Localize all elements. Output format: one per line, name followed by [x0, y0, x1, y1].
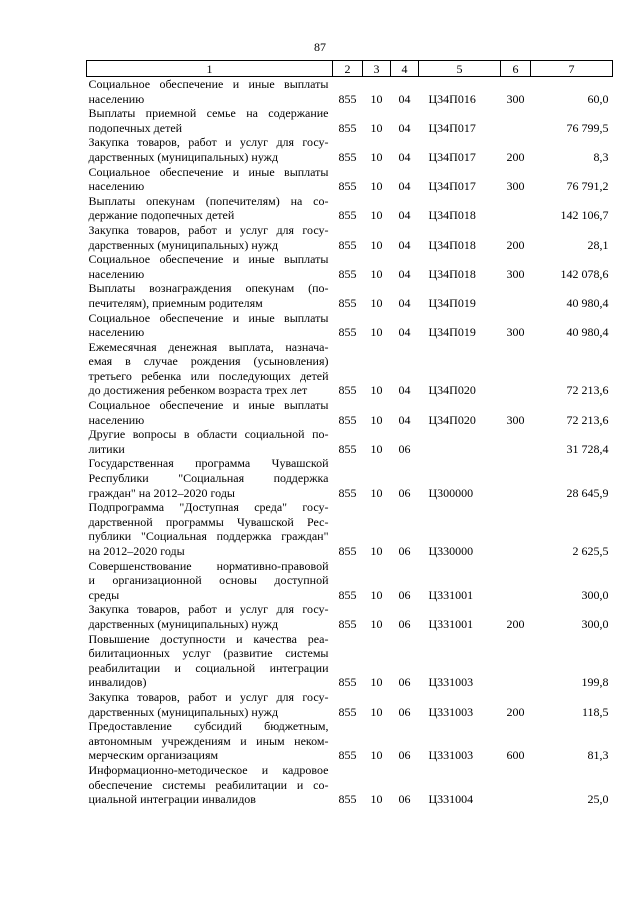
cell-glava: 855 — [338, 179, 357, 194]
row-name-line: Другие вопросы в области социальной по- — [88, 427, 329, 442]
table-row — [87, 559, 613, 603]
cell-vr: 200 — [506, 237, 525, 252]
column-header-3: 3 — [363, 61, 391, 77]
cell-glava: 855 — [338, 383, 357, 398]
row-name-line: Закупка товаров, работ и услуг для госу- — [88, 222, 329, 237]
cell-vr: 200 — [506, 616, 525, 631]
row-name — [87, 427, 333, 456]
table-row — [87, 311, 613, 340]
row-name-line: Ежемесячная денежная выплата, назнача- — [88, 339, 329, 354]
table-row — [87, 602, 613, 631]
row-name-line: Социальное обеспечение и иные выплаты — [88, 310, 329, 325]
header-row — [87, 61, 613, 77]
cell-razdel: 10 — [370, 616, 383, 631]
row-name — [87, 602, 333, 631]
cell-csr: Ц34П017 — [428, 179, 476, 194]
column-header-7: 7 — [531, 61, 613, 77]
row-name — [87, 456, 333, 500]
row-name-line: населению — [88, 266, 145, 281]
row-name-line: Социальное обеспечение и иные выплаты — [88, 398, 329, 413]
cell-glava: 855 — [338, 295, 357, 310]
cell-csr: Ц34П020 — [428, 383, 476, 398]
cell-vr: 600 — [506, 748, 525, 763]
cell-vr — [501, 763, 531, 807]
row-name-line: автономным учреждениям и иным неком- — [88, 733, 329, 748]
row-name — [87, 106, 333, 135]
row-name-line: дарственных (муниципальных) нужд — [88, 704, 279, 719]
cell-csr: Ц34П020 — [428, 412, 476, 427]
row-name-line: Подпрограмма "Доступная среда" госу- — [88, 500, 329, 515]
row-name-line: емая в случае рождения (усыновления) — [88, 354, 329, 369]
cell-glava: 855 — [338, 412, 357, 427]
row-name-line: мерческим организациям — [88, 748, 219, 763]
cell-podrazdel: 04 — [398, 91, 411, 106]
cell-csr: Ц34П019 — [428, 295, 476, 310]
cell-summa: 2 625,5 — [572, 544, 609, 558]
cell-summa: 60,0 — [587, 91, 609, 106]
cell-glava: 855 — [338, 485, 357, 500]
cell-razdel: 10 — [370, 544, 383, 558]
row-name-line: Социальное обеспечение и иные выплаты — [88, 164, 329, 179]
cell-glava: 855 — [338, 120, 357, 135]
table-row — [87, 690, 613, 719]
cell-podrazdel: 04 — [398, 149, 411, 164]
row-name — [87, 223, 333, 252]
cell-razdel: 10 — [370, 120, 383, 135]
cell-glava: 855 — [338, 616, 357, 631]
row-name-line: циальной интеграции инвалидов — [88, 792, 256, 807]
cell-razdel: 10 — [370, 295, 383, 310]
table-row — [87, 252, 613, 281]
cell-summa: 28,1 — [587, 237, 609, 252]
row-name — [87, 135, 333, 164]
cell-glava: 855 — [338, 208, 357, 223]
table-row — [87, 632, 613, 690]
cell-vr — [501, 559, 531, 603]
row-name-line: и организационной основы доступной — [88, 573, 329, 588]
cell-glava: 855 — [338, 237, 357, 252]
row-name-line: Совершенствование нормативно-правовой — [88, 558, 329, 573]
cell-vr: 200 — [506, 149, 525, 164]
row-name-line: литики — [88, 441, 125, 456]
cell-vr: 300 — [506, 325, 525, 340]
cell-podrazdel: 04 — [398, 208, 411, 223]
cell-vr — [501, 106, 531, 135]
cell-csr: Ц34П017 — [428, 149, 476, 164]
table-row — [87, 340, 613, 398]
table-row — [87, 135, 613, 164]
table-row — [87, 223, 613, 252]
table-row — [87, 281, 613, 310]
table-row — [87, 106, 613, 135]
cell-podrazdel: 04 — [398, 120, 411, 135]
row-name — [87, 559, 333, 603]
cell-summa: 40 980,4 — [566, 325, 609, 340]
cell-summa: 72 213,6 — [566, 412, 609, 427]
row-name-line: публики "Социальная поддержка граждан" — [88, 529, 329, 544]
cell-razdel: 10 — [370, 208, 383, 223]
cell-razdel: 10 — [370, 675, 383, 690]
row-name-line: Повышение доступности и качества реа- — [88, 631, 329, 646]
cell-podrazdel: 04 — [398, 266, 411, 281]
column-header-5: 5 — [419, 61, 501, 77]
cell-podrazdel: 06 — [398, 616, 411, 631]
table-row — [87, 77, 613, 107]
row-name-line: среды — [88, 587, 120, 602]
cell-summa: 81,3 — [587, 748, 609, 763]
row-name-line: населению — [88, 412, 145, 427]
cell-summa: 76 791,2 — [566, 179, 609, 194]
cell-csr: Ц34П019 — [428, 325, 476, 340]
cell-vr — [501, 194, 531, 223]
row-name-line: обеспечение системы реабилитации и со- — [88, 777, 329, 792]
row-name — [87, 165, 333, 194]
cell-podrazdel: 04 — [398, 295, 411, 310]
cell-glava: 855 — [338, 587, 357, 602]
cell-vr — [501, 340, 531, 398]
cell-summa: 142 106,7 — [560, 208, 609, 223]
cell-razdel: 10 — [370, 412, 383, 427]
row-name-line: населению — [88, 179, 145, 194]
cell-podrazdel: 06 — [398, 675, 411, 690]
row-name-line: Информационно-методическое и кадровое — [88, 762, 329, 777]
column-header-4: 4 — [391, 61, 419, 77]
row-name — [87, 340, 333, 398]
row-name-line: дарственных (муниципальных) нужд — [88, 237, 279, 252]
cell-razdel: 10 — [370, 91, 383, 106]
column-header-2: 2 — [333, 61, 363, 77]
cell-csr: Ц34П018 — [428, 208, 476, 223]
row-name — [87, 194, 333, 223]
row-name — [87, 719, 333, 763]
cell-razdel: 10 — [370, 441, 383, 456]
cell-csr: Ц34П018 — [428, 266, 476, 281]
cell-vr — [501, 456, 531, 500]
table-row — [87, 398, 613, 427]
cell-vr: 200 — [506, 704, 525, 719]
cell-summa: 118,5 — [581, 704, 609, 719]
cell-podrazdel: 06 — [398, 485, 411, 500]
cell-csr: Ц331001 — [428, 616, 474, 631]
row-name-line: Социальное обеспечение и иные выплаты — [88, 252, 329, 267]
row-name-line: Государственная программа Чувашской — [88, 456, 329, 471]
cell-podrazdel: 06 — [398, 704, 411, 719]
cell-razdel: 10 — [370, 792, 383, 807]
cell-csr: Ц331001 — [428, 587, 474, 602]
row-name-line: граждан" на 2012–2020 годы — [88, 485, 235, 500]
cell-csr — [419, 427, 501, 456]
cell-csr: Ц34П018 — [428, 237, 476, 252]
row-name-line: Предоставление субсидий бюджетным, — [88, 719, 329, 734]
budget-table — [86, 60, 613, 807]
row-name-line: до достижения ребенком возраста трех лет — [88, 383, 308, 398]
cell-podrazdel: 04 — [398, 412, 411, 427]
cell-podrazdel: 04 — [398, 325, 411, 340]
cell-summa: 28 645,9 — [566, 485, 609, 500]
row-name — [87, 281, 333, 310]
row-name-line: Республики "Социальная поддержка — [88, 471, 329, 486]
cell-vr — [501, 427, 531, 456]
cell-summa: 142 078,6 — [560, 266, 609, 281]
cell-glava: 855 — [338, 91, 357, 106]
row-name-line: Социальное обеспечение и иные выплаты — [88, 77, 329, 91]
cell-csr: Ц331003 — [428, 748, 474, 763]
table-row — [87, 500, 613, 558]
row-name-line: подопечных детей — [88, 120, 183, 135]
cell-glava: 855 — [338, 792, 357, 807]
cell-summa: 300,0 — [581, 587, 609, 602]
cell-summa: 40 980,4 — [566, 295, 609, 310]
row-name-line: дарственных (муниципальных) нужд — [88, 616, 279, 631]
cell-summa: 199,8 — [581, 675, 609, 690]
cell-razdel: 10 — [370, 179, 383, 194]
cell-podrazdel: 04 — [398, 237, 411, 252]
cell-vr: 300 — [506, 412, 525, 427]
cell-razdel: 10 — [370, 383, 383, 398]
cell-glava: 855 — [338, 441, 357, 456]
cell-podrazdel: 04 — [398, 179, 411, 194]
row-name-line: населению — [88, 325, 145, 340]
row-name — [87, 500, 333, 558]
table-body — [87, 77, 613, 807]
table-row — [87, 194, 613, 223]
row-name-line: третьего ребенка или последующих детей — [88, 368, 329, 383]
cell-summa: 25,0 — [587, 792, 609, 807]
table-row — [87, 427, 613, 456]
cell-glava: 855 — [338, 748, 357, 763]
row-name-line: дарственной программы Чувашской Рес- — [88, 514, 329, 529]
cell-podrazdel: 06 — [398, 792, 411, 807]
row-name-line: на 2012–2020 годы — [88, 544, 185, 558]
cell-razdel: 10 — [370, 748, 383, 763]
table-row — [87, 456, 613, 500]
row-name-line: Закупка товаров, работ и услуг для госу- — [88, 689, 329, 704]
row-name-line: дарственных (муниципальных) нужд — [88, 149, 279, 164]
row-name-line: Закупка товаров, работ и услуг для госу- — [88, 602, 329, 617]
cell-csr: Ц331003 — [428, 675, 474, 690]
table-row — [87, 719, 613, 763]
cell-summa: 76 799,5 — [566, 120, 609, 135]
cell-glava: 855 — [338, 266, 357, 281]
cell-razdel: 10 — [370, 266, 383, 281]
cell-podrazdel: 06 — [398, 441, 411, 456]
cell-podrazdel: 06 — [398, 544, 411, 558]
row-name-line: держание подопечных детей — [88, 208, 235, 223]
cell-csr: Ц300000 — [428, 485, 474, 500]
row-name — [87, 252, 333, 281]
cell-summa: 300,0 — [581, 616, 609, 631]
cell-glava: 855 — [338, 325, 357, 340]
row-name-line: населению — [88, 91, 145, 106]
cell-csr: Ц330000 — [428, 544, 474, 558]
column-header-6: 6 — [501, 61, 531, 77]
cell-podrazdel: 04 — [398, 383, 411, 398]
cell-razdel: 10 — [370, 149, 383, 164]
row-name — [87, 632, 333, 690]
cell-csr: Ц331003 — [428, 704, 474, 719]
row-name-line: реабилитации и социальной интеграции — [88, 660, 329, 675]
cell-vr — [501, 281, 531, 310]
cell-summa: 72 213,6 — [566, 383, 609, 398]
cell-razdel: 10 — [370, 485, 383, 500]
cell-glava: 855 — [338, 544, 357, 558]
row-name-line: Закупка товаров, работ и услуг для госу- — [88, 135, 329, 150]
table-row — [87, 763, 613, 807]
column-header-1: 1 — [87, 61, 333, 77]
table-row — [87, 165, 613, 194]
row-name-line: Выплаты опекунам (попечителям) на со- — [88, 193, 329, 208]
cell-summa: 31 728,4 — [566, 441, 609, 456]
cell-csr: Ц34П017 — [428, 120, 476, 135]
cell-razdel: 10 — [370, 587, 383, 602]
row-name — [87, 763, 333, 807]
cell-vr: 300 — [506, 266, 525, 281]
page-number: 87 — [314, 40, 326, 54]
cell-glava: 855 — [338, 149, 357, 164]
cell-vr — [501, 500, 531, 558]
row-name — [87, 398, 333, 427]
cell-vr: 300 — [506, 179, 525, 194]
row-name-line: билитационных услуг (развитие системы — [88, 646, 329, 661]
cell-summa: 8,3 — [593, 149, 609, 164]
cell-podrazdel: 06 — [398, 587, 411, 602]
row-name — [87, 311, 333, 340]
cell-csr: Ц34П016 — [428, 91, 476, 106]
cell-csr: Ц331004 — [428, 792, 474, 807]
cell-vr — [501, 632, 531, 690]
cell-vr: 300 — [506, 91, 525, 106]
cell-razdel: 10 — [370, 237, 383, 252]
row-name-line: инвалидов) — [88, 675, 147, 690]
cell-glava: 855 — [338, 704, 357, 719]
row-name — [87, 77, 333, 107]
cell-glava: 855 — [338, 675, 357, 690]
row-name-line: Выплаты приемной семье на содержание — [88, 106, 329, 121]
row-name-line: печителям), приемным родителям — [88, 295, 263, 310]
row-name-line: Выплаты вознаграждения опекунам (по- — [88, 281, 329, 296]
cell-podrazdel: 06 — [398, 748, 411, 763]
row-name — [87, 690, 333, 719]
cell-razdel: 10 — [370, 325, 383, 340]
cell-razdel: 10 — [370, 704, 383, 719]
